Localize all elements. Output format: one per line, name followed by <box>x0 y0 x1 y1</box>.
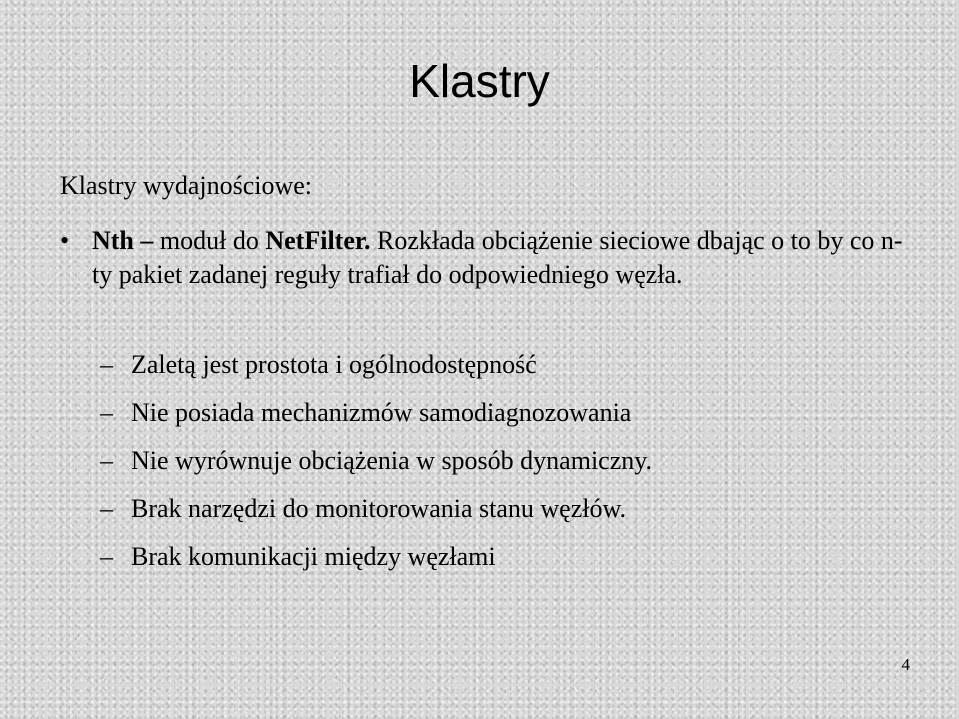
bullet-bold-netfilter: NetFilter. <box>265 226 371 255</box>
main-bullet <box>60 224 905 292</box>
sub-bullet-item <box>100 348 652 396</box>
sub-bullet-marker: – <box>100 446 113 475</box>
sub-bullet-item <box>100 492 652 540</box>
intro-text: Klastry wydajnościowe: <box>60 171 313 200</box>
sub-bullet-list <box>100 348 652 588</box>
sub-bullet-text: Zaletą jest prostota i ogólnodostępność <box>131 350 537 379</box>
sub-bullet-item <box>100 540 652 588</box>
sub-bullet-text: Nie wyrównuje obciążenia w sposób dynamiczny. <box>131 446 653 475</box>
page-number: 4 <box>901 655 910 674</box>
sub-bullet-text: Brak komunikacji między węzłami <box>131 542 496 571</box>
bullet-text <box>92 224 905 292</box>
sub-bullet-marker: – <box>100 542 113 571</box>
sub-bullet-marker: – <box>100 398 113 427</box>
slide-title <box>0 55 959 107</box>
sub-bullet-text: Brak narzędzi do monitorowania stanu węzłów. <box>131 494 627 523</box>
bullet-text-part-1: moduł do <box>159 226 266 255</box>
bullet-bold-nth: Nth <box>92 226 134 255</box>
slide-title-text: Klastry <box>409 55 550 107</box>
sub-bullet-item <box>100 444 652 492</box>
sub-bullet-item <box>100 396 652 444</box>
sub-bullet-text: Nie posiada mechanizmów samodiagnozowania <box>131 398 632 427</box>
sub-bullet-marker: – <box>100 494 113 523</box>
bullet-bold-dash: – <box>133 226 160 255</box>
bullet-marker: • <box>60 226 70 255</box>
bullet-text-part-2: Rozkłada obciążenie sieciowe dbając o to by co n-ty pakiet zadanej reguły trafiał do odpowiedniego węzła. <box>92 226 903 289</box>
sub-bullet-marker: – <box>100 350 113 379</box>
